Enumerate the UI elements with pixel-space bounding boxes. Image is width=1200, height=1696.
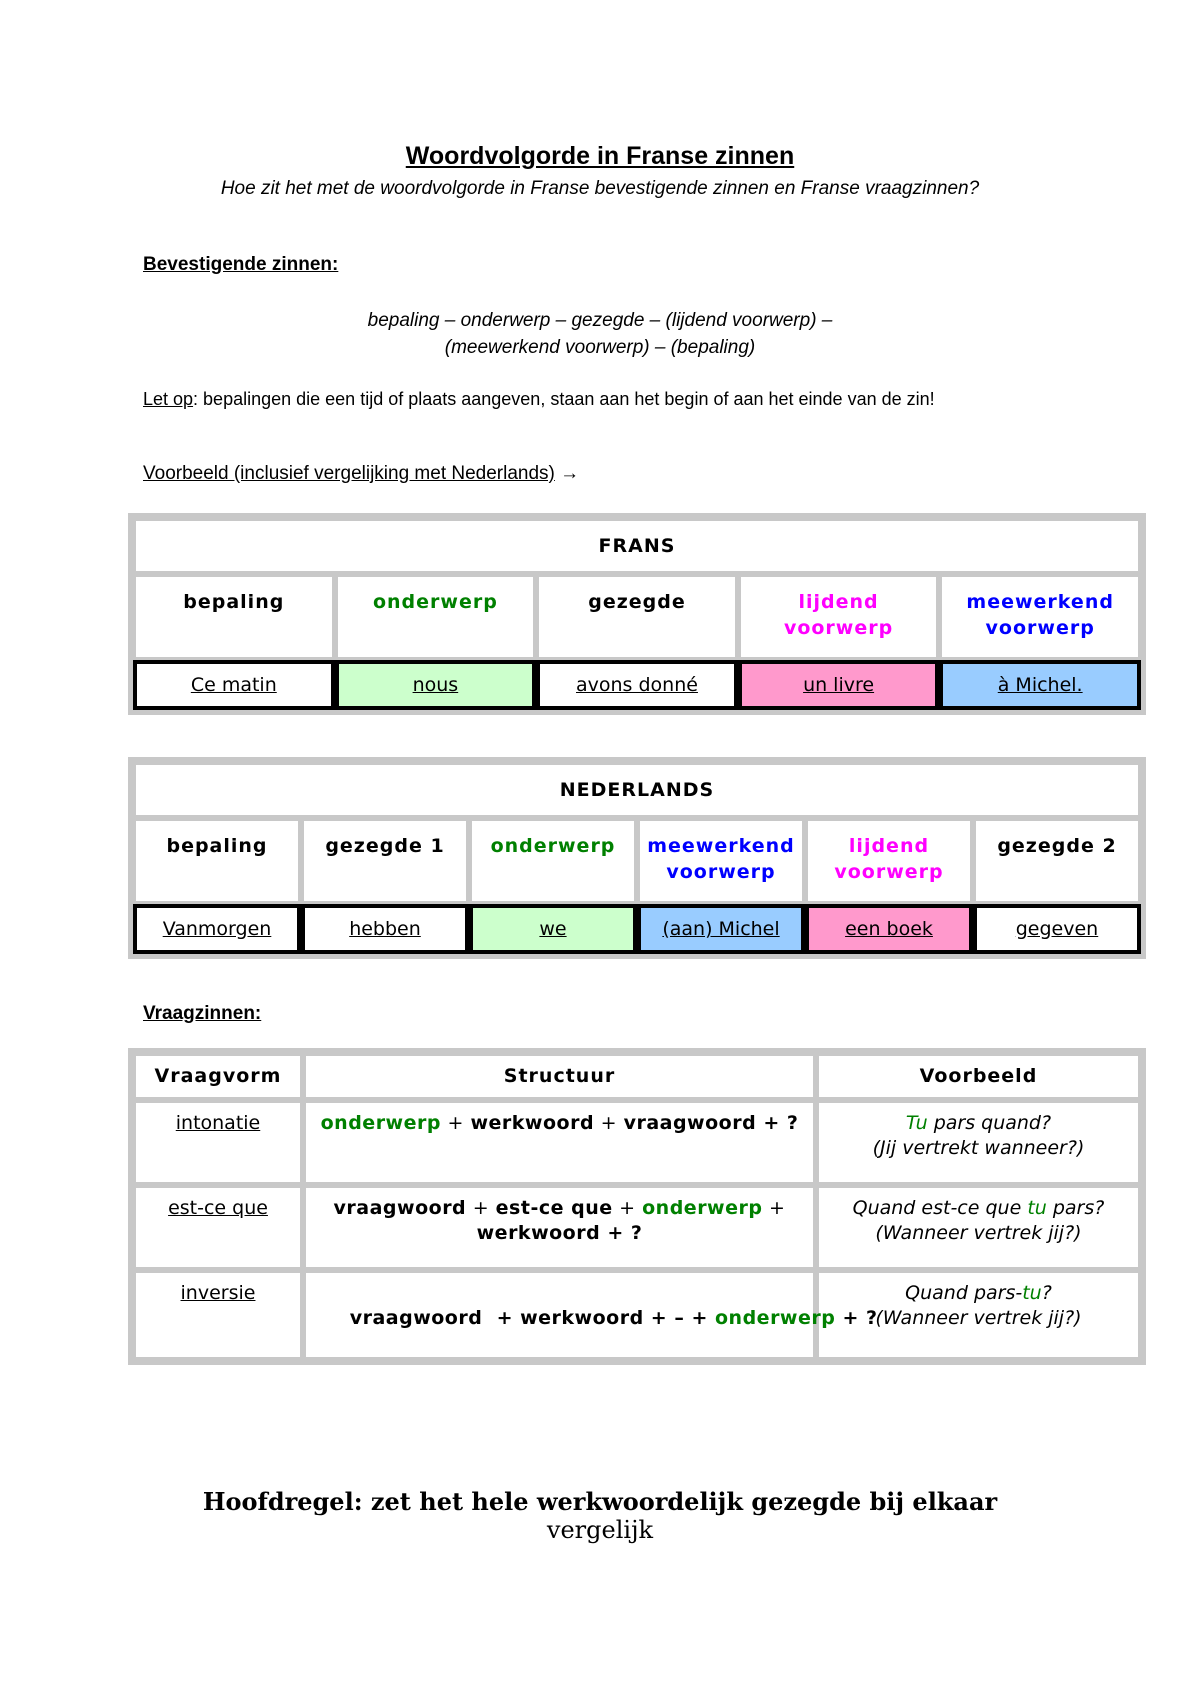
question-form-cell (133, 1185, 303, 1270)
frans-word-onderwerp-text: nous (412, 674, 459, 696)
frans-word-bepaling (133, 660, 335, 710)
example-intro-text: Voorbeeld (inclusief vergelijking met Nederlands) (143, 463, 555, 484)
example-part: Quand pars- (905, 1282, 1023, 1304)
question-form: inversie (180, 1282, 256, 1304)
struct-part: + (762, 1197, 786, 1219)
frans-word-gezegde (536, 660, 738, 710)
struct-part: + (482, 1307, 521, 1329)
nl-word-onderwerp (469, 904, 637, 954)
nl-word-gezegde-2 (973, 904, 1141, 954)
table-row (133, 1270, 1141, 1360)
table-row (133, 1100, 1141, 1185)
question-form-cell (133, 1100, 303, 1185)
main-rule (0, 1488, 1200, 1544)
struct-part: + ? (600, 1222, 643, 1244)
questions-header-structuur: Structuur (303, 1053, 816, 1100)
arrow-icon: → (560, 463, 580, 484)
frans-word-meewerkend-voorwerp (939, 660, 1141, 710)
section-heading-affirmative: Bevestigende zinnen: (143, 254, 339, 275)
page-subtitle: Hoe zit het met de woordvolgorde in Franse bevestigende zinnen en Franse vraagzinnen? (220, 178, 980, 199)
struct-part: vraagwoord (349, 1307, 483, 1329)
struct-part: + – + (643, 1307, 715, 1329)
example-part: tu (1022, 1282, 1042, 1304)
nl-header-gezegde-1: gezegde 1 (301, 818, 469, 904)
nl-header-gezegde-2: gezegde 2 (973, 818, 1141, 904)
question-example (816, 1185, 1141, 1270)
struct-part: + ? (756, 1112, 799, 1134)
frans-table (128, 513, 1146, 715)
frans-header-bepaling: bepaling (133, 574, 335, 660)
example-part: tu (1027, 1197, 1047, 1219)
nl-word-gezegde-2-text: gegeven (1015, 918, 1099, 940)
struct-part: + (594, 1112, 624, 1134)
frans-header-meewerkend-voorwerp-text: meewerkend voorwerp (966, 591, 1114, 639)
nl-header-lijdend-voorwerp (805, 818, 973, 904)
nl-word-meewerkend-voorwerp (637, 904, 805, 954)
nl-header-meewerkend-voorwerp-text: meewerkend voorwerp (647, 835, 795, 883)
nl-word-lijdend-voorwerp (805, 904, 973, 954)
struct-part: vraagwoord (333, 1197, 467, 1219)
frans-word-gezegde-text: avons donné (576, 674, 698, 696)
nl-header-bepaling: bepaling (133, 818, 301, 904)
question-form-cell (133, 1270, 303, 1360)
nl-word-bepaling (133, 904, 301, 954)
struct-part: werkwoord (476, 1222, 601, 1244)
struct-part: est-ce que (495, 1197, 613, 1219)
frans-header-lijdend-voorwerp: lijdend voorwerp (738, 574, 940, 660)
struct-part: onderwerp (715, 1307, 836, 1329)
example-intro (143, 463, 579, 485)
frans-word-lijdend-voorwerp (738, 660, 940, 710)
frans-header-gezegde: gezegde (536, 574, 738, 660)
struct-part: + (466, 1197, 496, 1219)
frans-word-meewerkend-voorwerp-text: à Michel. (997, 674, 1083, 696)
frans-word-bepaling-text: Ce matin (190, 674, 277, 696)
example-part: Tu (905, 1112, 928, 1134)
nl-word-onderwerp-text: we (539, 918, 567, 940)
example-translation: (Jij vertrekt wanneer?) (872, 1137, 1085, 1159)
nl-word-gezegde-1 (301, 904, 469, 954)
example-part: ? (1041, 1282, 1052, 1304)
struct-part: + (612, 1197, 643, 1219)
question-form: est-ce que (168, 1197, 268, 1219)
question-structure (303, 1270, 878, 1360)
question-structure (303, 1185, 816, 1270)
example-part: pars quand? (927, 1112, 1052, 1134)
question-form: intonatie (175, 1112, 261, 1134)
questions-table (128, 1048, 1146, 1365)
nederlands-table-heading: NEDERLANDS (133, 762, 1141, 818)
frans-table-heading: FRANS (133, 518, 1141, 574)
example-translation: (Wanneer vertrek jij?) (875, 1307, 1082, 1329)
note-text: : bepalingen die een tijd of plaats aangeven, staan aan het begin of aan het einde van de zin! (193, 389, 935, 409)
struct-part: werkwoord (520, 1307, 644, 1329)
table-row (133, 1185, 1141, 1270)
questions-header-vraagvorm: Vraagvorm (133, 1053, 303, 1100)
struct-part: + (440, 1112, 471, 1134)
struct-part: onderwerp (320, 1112, 441, 1134)
struct-part: onderwerp (642, 1197, 763, 1219)
nl-word-lijdend-voorwerp-text: een boek (845, 918, 933, 940)
nl-word-meewerkend-voorwerp-text: (aan) Michel (662, 918, 780, 940)
frans-word-lijdend-voorwerp-text: un livre (803, 674, 875, 696)
example-translation: (Wanneer vertrek jij?) (875, 1222, 1082, 1244)
frans-header-onderwerp: onderwerp (335, 574, 537, 660)
note-label: Let op (143, 389, 194, 409)
nl-word-gezegde-1-text: hebben (349, 918, 421, 940)
example-part: pars? (1046, 1197, 1105, 1219)
nl-header-lijdend-voorwerp-text: lijdend voorwerp (834, 835, 944, 883)
question-structure (303, 1100, 816, 1185)
example-part: Quand est-ce que (852, 1197, 1028, 1219)
formula-line-1: bepaling – onderwerp – gezegde – (lijdend voorwerp) – (367, 310, 833, 331)
struct-part: werkwoord (470, 1112, 595, 1134)
frans-header-meewerkend-voorwerp (939, 574, 1141, 660)
nl-header-onderwerp: onderwerp (469, 818, 637, 904)
main-rule-bold: Hoofdregel: zet het hele werkwoordelijk gezegde bij elkaar (202, 1487, 998, 1516)
nl-header-meewerkend-voorwerp (637, 818, 805, 904)
main-rule-plain: vergelijk (546, 1516, 654, 1544)
struct-part: vraagwoord (623, 1112, 757, 1134)
questions-header-voorbeeld: Voorbeeld (816, 1053, 1141, 1100)
struct-part: + ? (835, 1307, 878, 1329)
frans-word-onderwerp (335, 660, 537, 710)
nederlands-table (128, 757, 1146, 959)
note (143, 389, 935, 410)
section-heading-questions: Vraagzinnen: (143, 1003, 262, 1024)
formula-line-2: (meewerkend voorwerp) – (bepaling) (444, 337, 756, 358)
nl-word-bepaling-text: Vanmorgen (162, 918, 272, 940)
page-title: Woordvolgorde in Franse zinnen (405, 142, 795, 170)
question-example (816, 1100, 1141, 1185)
